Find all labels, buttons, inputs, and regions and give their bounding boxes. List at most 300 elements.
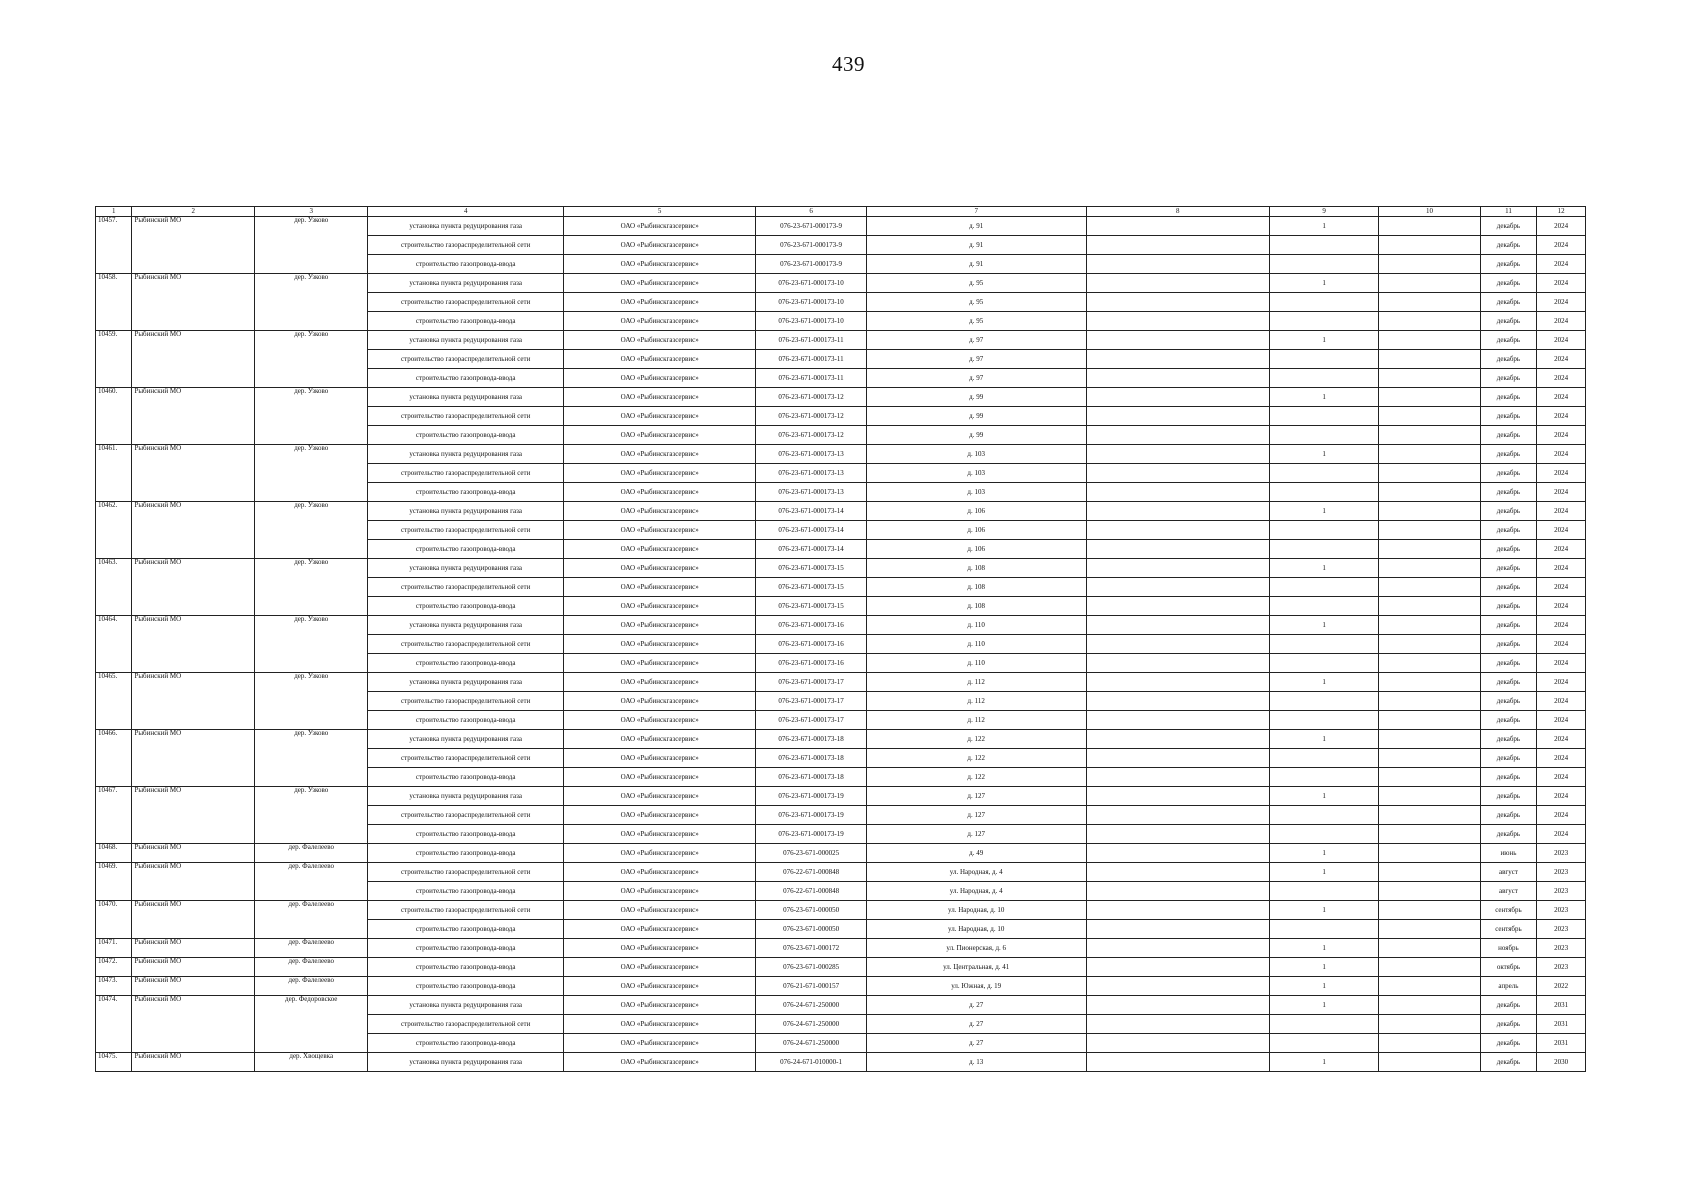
address-cell: д. 127 xyxy=(866,787,1086,806)
work-type-cell: установка пункта редуцирования газа xyxy=(368,730,563,749)
column-8-cell xyxy=(1086,331,1269,350)
municipality-cell: Рыбинский МО xyxy=(132,787,255,844)
organization-cell: ОАО «Рыбинскгазсервис» xyxy=(563,806,755,825)
address-cell: д. 91 xyxy=(866,255,1086,274)
column-8-cell xyxy=(1086,274,1269,293)
column-10-cell xyxy=(1379,749,1480,768)
work-type-cell: строительство газопровода-ввода xyxy=(368,844,563,863)
work-type-cell: строительство газораспределительной сети xyxy=(368,407,563,426)
table-row xyxy=(96,217,1586,236)
work-type-cell: строительство газопровода-ввода xyxy=(368,597,563,616)
address-cell: д. 91 xyxy=(866,236,1086,255)
work-type-cell: строительство газопровода-ввода xyxy=(368,654,563,673)
work-type-cell: установка пункта редуцирования газа xyxy=(368,996,563,1015)
work-type-cell: строительство газопровода-ввода xyxy=(368,483,563,502)
year-cell: 2024 xyxy=(1537,768,1586,787)
month-cell: апрель xyxy=(1480,977,1537,996)
locality-cell: дер. Хвощевка xyxy=(255,1053,368,1072)
column-8-cell xyxy=(1086,882,1269,901)
column-10-cell xyxy=(1379,1015,1480,1034)
address-cell: д. 49 xyxy=(866,844,1086,863)
object-code-cell: 076-23-671-000173-17 xyxy=(756,711,866,730)
gasification-schedule-table xyxy=(95,206,1586,1072)
column-8-cell xyxy=(1086,996,1269,1015)
column-8-cell xyxy=(1086,711,1269,730)
municipality-cell: Рыбинский МО xyxy=(132,977,255,996)
column-8-cell xyxy=(1086,255,1269,274)
column-9-cell xyxy=(1269,654,1378,673)
municipality-cell: Рыбинский МО xyxy=(132,939,255,958)
work-type-cell: строительство газораспределительной сети xyxy=(368,863,563,882)
organization-cell: ОАО «Рыбинскгазсервис» xyxy=(563,768,755,787)
month-cell: декабрь xyxy=(1480,578,1537,597)
month-cell: август xyxy=(1480,863,1537,882)
entry-number: 10475. xyxy=(96,1053,132,1072)
entry-number: 10472. xyxy=(96,958,132,977)
column-10-cell xyxy=(1379,920,1480,939)
year-cell: 2024 xyxy=(1537,426,1586,445)
column-9-cell xyxy=(1269,749,1378,768)
municipality-cell: Рыбинский МО xyxy=(132,1053,255,1072)
organization-cell: ОАО «Рыбинскгазсервис» xyxy=(563,1053,755,1072)
column-9-cell: 1 xyxy=(1269,787,1378,806)
year-cell: 2024 xyxy=(1537,407,1586,426)
address-cell: д. 103 xyxy=(866,483,1086,502)
column-10-cell xyxy=(1379,730,1480,749)
table-row xyxy=(96,730,1586,749)
column-10-cell xyxy=(1379,274,1480,293)
column-8-cell xyxy=(1086,407,1269,426)
month-cell: декабрь xyxy=(1480,673,1537,692)
column-9-cell xyxy=(1269,350,1378,369)
work-type-cell: строительство газопровода-ввода xyxy=(368,825,563,844)
organization-cell: ОАО «Рыбинскгазсервис» xyxy=(563,787,755,806)
month-cell: август xyxy=(1480,882,1537,901)
work-type-cell: строительство газораспределительной сети xyxy=(368,901,563,920)
column-header: 6 xyxy=(756,207,866,217)
entry-number: 10471. xyxy=(96,939,132,958)
object-code-cell: 076-23-671-000050 xyxy=(756,920,866,939)
column-8-cell xyxy=(1086,787,1269,806)
column-10-cell xyxy=(1379,996,1480,1015)
month-cell: декабрь xyxy=(1480,711,1537,730)
organization-cell: ОАО «Рыбинскгазсервис» xyxy=(563,882,755,901)
object-code-cell: 076-23-671-000173-17 xyxy=(756,673,866,692)
column-9-cell: 1 xyxy=(1269,901,1378,920)
month-cell: декабрь xyxy=(1480,502,1537,521)
column-8-cell xyxy=(1086,483,1269,502)
column-10-cell xyxy=(1379,673,1480,692)
month-cell: декабрь xyxy=(1480,559,1537,578)
locality-cell: дер. Узково xyxy=(255,787,368,844)
locality-cell: дер. Фалелеево xyxy=(255,844,368,863)
month-cell: декабрь xyxy=(1480,787,1537,806)
year-cell: 2024 xyxy=(1537,274,1586,293)
object-code-cell: 076-23-671-000173-13 xyxy=(756,445,866,464)
object-code-cell: 076-23-671-000173-19 xyxy=(756,787,866,806)
column-10-cell xyxy=(1379,312,1480,331)
municipality-cell: Рыбинский МО xyxy=(132,331,255,388)
month-cell: декабрь xyxy=(1480,426,1537,445)
column-8-cell xyxy=(1086,236,1269,255)
month-cell: декабрь xyxy=(1480,635,1537,654)
entry-number: 10463. xyxy=(96,559,132,616)
organization-cell: ОАО «Рыбинскгазсервис» xyxy=(563,597,755,616)
column-10-cell xyxy=(1379,331,1480,350)
column-header: 8 xyxy=(1086,207,1269,217)
organization-cell: ОАО «Рыбинскгазсервис» xyxy=(563,996,755,1015)
year-cell: 2023 xyxy=(1537,882,1586,901)
month-cell: декабрь xyxy=(1480,597,1537,616)
year-cell: 2022 xyxy=(1537,977,1586,996)
locality-cell: дер. Фалелеево xyxy=(255,958,368,977)
month-cell: октябрь xyxy=(1480,958,1537,977)
municipality-cell: Рыбинский МО xyxy=(132,863,255,901)
object-code-cell: 076-23-671-000173-19 xyxy=(756,825,866,844)
organization-cell: ОАО «Рыбинскгазсервис» xyxy=(563,388,755,407)
column-9-cell: 1 xyxy=(1269,844,1378,863)
year-cell: 2024 xyxy=(1537,521,1586,540)
year-cell: 2024 xyxy=(1537,369,1586,388)
entry-number: 10474. xyxy=(96,996,132,1053)
address-cell: д. 97 xyxy=(866,369,1086,388)
organization-cell: ОАО «Рыбинскгазсервис» xyxy=(563,350,755,369)
organization-cell: ОАО «Рыбинскгазсервис» xyxy=(563,331,755,350)
table-row xyxy=(96,901,1586,920)
organization-cell: ОАО «Рыбинскгазсервис» xyxy=(563,445,755,464)
column-9-cell: 1 xyxy=(1269,502,1378,521)
work-type-cell: установка пункта редуцирования газа xyxy=(368,274,563,293)
column-8-cell xyxy=(1086,977,1269,996)
column-9-cell xyxy=(1269,293,1378,312)
column-9-cell: 1 xyxy=(1269,996,1378,1015)
organization-cell: ОАО «Рыбинскгазсервис» xyxy=(563,920,755,939)
address-cell: д. 103 xyxy=(866,445,1086,464)
work-type-cell: строительство газопровода-ввода xyxy=(368,312,563,331)
table-body xyxy=(96,217,1586,1072)
work-type-cell: установка пункта редуцирования газа xyxy=(368,502,563,521)
column-9-cell: 1 xyxy=(1269,958,1378,977)
municipality-cell: Рыбинский МО xyxy=(132,502,255,559)
address-cell: д. 122 xyxy=(866,730,1086,749)
work-type-cell: строительство газораспределительной сети xyxy=(368,521,563,540)
year-cell: 2024 xyxy=(1537,711,1586,730)
work-type-cell: установка пункта редуцирования газа xyxy=(368,445,563,464)
work-type-cell: строительство газопровода-ввода xyxy=(368,768,563,787)
column-8-cell xyxy=(1086,578,1269,597)
year-cell: 2023 xyxy=(1537,863,1586,882)
column-10-cell xyxy=(1379,787,1480,806)
object-code-cell: 076-23-671-000173-12 xyxy=(756,426,866,445)
work-type-cell: строительство газораспределительной сети xyxy=(368,806,563,825)
entry-number: 10468. xyxy=(96,844,132,863)
column-10-cell xyxy=(1379,825,1480,844)
column-9-cell xyxy=(1269,407,1378,426)
entry-number: 10462. xyxy=(96,502,132,559)
municipality-cell: Рыбинский МО xyxy=(132,616,255,673)
table-row xyxy=(96,616,1586,635)
address-cell: ул. Центральная, д. 41 xyxy=(866,958,1086,977)
column-header: 4 xyxy=(368,207,563,217)
organization-cell: ОАО «Рыбинскгазсервис» xyxy=(563,578,755,597)
month-cell: декабрь xyxy=(1480,388,1537,407)
address-cell: д. 27 xyxy=(866,1034,1086,1053)
column-header: 10 xyxy=(1379,207,1480,217)
object-code-cell: 076-23-671-000173-15 xyxy=(756,597,866,616)
column-header: 2 xyxy=(132,207,255,217)
organization-cell: ОАО «Рыбинскгазсервис» xyxy=(563,312,755,331)
year-cell: 2024 xyxy=(1537,255,1586,274)
address-cell: д. 108 xyxy=(866,597,1086,616)
organization-cell: ОАО «Рыбинскгазсервис» xyxy=(563,559,755,578)
column-8-cell xyxy=(1086,426,1269,445)
column-9-cell: 1 xyxy=(1269,863,1378,882)
work-type-cell: строительство газораспределительной сети xyxy=(368,350,563,369)
object-code-cell: 076-21-671-000157 xyxy=(756,977,866,996)
work-type-cell: строительство газораспределительной сети xyxy=(368,293,563,312)
address-cell: д. 13 xyxy=(866,1053,1086,1072)
entry-number: 10464. xyxy=(96,616,132,673)
municipality-cell: Рыбинский МО xyxy=(132,274,255,331)
object-code-cell: 076-23-671-000173-10 xyxy=(756,312,866,331)
organization-cell: ОАО «Рыбинскгазсервис» xyxy=(563,825,755,844)
column-9-cell xyxy=(1269,711,1378,730)
work-type-cell: строительство газораспределительной сети xyxy=(368,692,563,711)
year-cell: 2024 xyxy=(1537,350,1586,369)
column-10-cell xyxy=(1379,882,1480,901)
year-cell: 2031 xyxy=(1537,1034,1586,1053)
address-cell: д. 103 xyxy=(866,464,1086,483)
column-8-cell xyxy=(1086,445,1269,464)
work-type-cell: строительство газопровода-ввода xyxy=(368,711,563,730)
object-code-cell: 076-23-671-000173-15 xyxy=(756,559,866,578)
locality-cell: дер. Узково xyxy=(255,730,368,787)
month-cell: декабрь xyxy=(1480,1034,1537,1053)
column-8-cell xyxy=(1086,692,1269,711)
month-cell: декабрь xyxy=(1480,274,1537,293)
address-cell: д. 122 xyxy=(866,768,1086,787)
year-cell: 2024 xyxy=(1537,293,1586,312)
table-row xyxy=(96,939,1586,958)
table-row xyxy=(96,1053,1586,1072)
object-code-cell: 076-23-671-000173-18 xyxy=(756,730,866,749)
column-9-cell xyxy=(1269,312,1378,331)
column-header: 1 xyxy=(96,207,132,217)
organization-cell: ОАО «Рыбинскгазсервис» xyxy=(563,692,755,711)
object-code-cell: 076-23-671-000173-9 xyxy=(756,236,866,255)
object-code-cell: 076-23-671-000173-13 xyxy=(756,483,866,502)
organization-cell: ОАО «Рыбинскгазсервис» xyxy=(563,369,755,388)
organization-cell: ОАО «Рыбинскгазсервис» xyxy=(563,407,755,426)
month-cell: декабрь xyxy=(1480,236,1537,255)
column-10-cell xyxy=(1379,407,1480,426)
object-code-cell: 076-23-671-000173-12 xyxy=(756,388,866,407)
object-code-cell: 076-23-671-000173-14 xyxy=(756,502,866,521)
address-cell: ул. Народная, д. 4 xyxy=(866,863,1086,882)
month-cell: декабрь xyxy=(1480,293,1537,312)
month-cell: сентябрь xyxy=(1480,920,1537,939)
organization-cell: ОАО «Рыбинскгазсервис» xyxy=(563,274,755,293)
organization-cell: ОАО «Рыбинскгазсервис» xyxy=(563,293,755,312)
object-code-cell: 076-23-671-000173-16 xyxy=(756,616,866,635)
object-code-cell: 076-23-671-000172 xyxy=(756,939,866,958)
work-type-cell: строительство газопровода-ввода xyxy=(368,977,563,996)
municipality-cell: Рыбинский МО xyxy=(132,844,255,863)
column-header: 12 xyxy=(1537,207,1586,217)
object-code-cell: 076-23-671-000173-14 xyxy=(756,521,866,540)
column-10-cell xyxy=(1379,350,1480,369)
column-8-cell xyxy=(1086,597,1269,616)
column-9-cell: 1 xyxy=(1269,939,1378,958)
column-9-cell xyxy=(1269,1015,1378,1034)
object-code-cell: 076-23-671-000173-16 xyxy=(756,635,866,654)
column-10-cell xyxy=(1379,464,1480,483)
organization-cell: ОАО «Рыбинскгазсервис» xyxy=(563,673,755,692)
column-10-cell xyxy=(1379,217,1480,236)
object-code-cell: 076-23-671-000173-15 xyxy=(756,578,866,597)
column-9-cell xyxy=(1269,369,1378,388)
work-type-cell: строительство газопровода-ввода xyxy=(368,939,563,958)
table-row xyxy=(96,996,1586,1015)
organization-cell: ОАО «Рыбинскгазсервис» xyxy=(563,749,755,768)
column-9-cell xyxy=(1269,692,1378,711)
work-type-cell: установка пункта редуцирования газа xyxy=(368,331,563,350)
column-number-row xyxy=(96,207,1586,217)
month-cell: декабрь xyxy=(1480,483,1537,502)
object-code-cell: 076-23-671-000173-9 xyxy=(756,217,866,236)
month-cell: декабрь xyxy=(1480,540,1537,559)
month-cell: декабрь xyxy=(1480,407,1537,426)
entry-number: 10469. xyxy=(96,863,132,901)
column-10-cell xyxy=(1379,426,1480,445)
month-cell: декабрь xyxy=(1480,217,1537,236)
column-header: 7 xyxy=(866,207,1086,217)
column-9-cell xyxy=(1269,464,1378,483)
address-cell: д. 122 xyxy=(866,749,1086,768)
object-code-cell: 076-22-671-000848 xyxy=(756,882,866,901)
month-cell: июнь xyxy=(1480,844,1537,863)
organization-cell: ОАО «Рыбинскгазсервис» xyxy=(563,426,755,445)
organization-cell: ОАО «Рыбинскгазсервис» xyxy=(563,939,755,958)
municipality-cell: Рыбинский МО xyxy=(132,388,255,445)
column-8-cell xyxy=(1086,939,1269,958)
municipality-cell: Рыбинский МО xyxy=(132,730,255,787)
month-cell: декабрь xyxy=(1480,692,1537,711)
address-cell: д. 110 xyxy=(866,654,1086,673)
year-cell: 2024 xyxy=(1537,464,1586,483)
month-cell: декабрь xyxy=(1480,350,1537,369)
column-10-cell xyxy=(1379,388,1480,407)
organization-cell: ОАО «Рыбинскгазсервис» xyxy=(563,616,755,635)
year-cell: 2023 xyxy=(1537,958,1586,977)
work-type-cell: строительство газораспределительной сети xyxy=(368,1015,563,1034)
work-type-cell: строительство газораспределительной сети xyxy=(368,635,563,654)
locality-cell: дер. Фалелеево xyxy=(255,901,368,939)
column-10-cell xyxy=(1379,844,1480,863)
column-8-cell xyxy=(1086,806,1269,825)
year-cell: 2023 xyxy=(1537,844,1586,863)
month-cell: декабрь xyxy=(1480,616,1537,635)
column-10-cell xyxy=(1379,559,1480,578)
column-header: 5 xyxy=(563,207,755,217)
work-type-cell: установка пункта редуцирования газа xyxy=(368,1053,563,1072)
table-row xyxy=(96,388,1586,407)
month-cell: декабрь xyxy=(1480,521,1537,540)
year-cell: 2024 xyxy=(1537,312,1586,331)
year-cell: 2024 xyxy=(1537,673,1586,692)
object-code-cell: 076-23-671-000173-17 xyxy=(756,692,866,711)
address-cell: ул. Народная, д. 4 xyxy=(866,882,1086,901)
object-code-cell: 076-23-671-000173-13 xyxy=(756,464,866,483)
column-10-cell xyxy=(1379,445,1480,464)
address-cell: д. 27 xyxy=(866,1015,1086,1034)
column-10-cell xyxy=(1379,616,1480,635)
table-row xyxy=(96,844,1586,863)
column-8-cell xyxy=(1086,958,1269,977)
work-type-cell: строительство газораспределительной сети xyxy=(368,578,563,597)
month-cell: декабрь xyxy=(1480,464,1537,483)
organization-cell: ОАО «Рыбинскгазсервис» xyxy=(563,540,755,559)
column-8-cell xyxy=(1086,521,1269,540)
table-row xyxy=(96,863,1586,882)
address-cell: д. 112 xyxy=(866,711,1086,730)
entry-number: 10465. xyxy=(96,673,132,730)
column-9-cell: 1 xyxy=(1269,559,1378,578)
entry-number: 10460. xyxy=(96,388,132,445)
column-9-cell xyxy=(1269,483,1378,502)
year-cell: 2024 xyxy=(1537,787,1586,806)
object-code-cell: 076-23-671-000173-11 xyxy=(756,350,866,369)
municipality-cell: Рыбинский МО xyxy=(132,996,255,1053)
column-8-cell xyxy=(1086,654,1269,673)
column-9-cell: 1 xyxy=(1269,388,1378,407)
work-type-cell: установка пункта редуцирования газа xyxy=(368,616,563,635)
object-code-cell: 076-24-671-010000-1 xyxy=(756,1053,866,1072)
column-8-cell xyxy=(1086,293,1269,312)
year-cell: 2024 xyxy=(1537,597,1586,616)
locality-cell: дер. Узково xyxy=(255,445,368,502)
column-8-cell xyxy=(1086,863,1269,882)
work-type-cell: установка пункта редуцирования газа xyxy=(368,217,563,236)
year-cell: 2024 xyxy=(1537,502,1586,521)
month-cell: декабрь xyxy=(1480,312,1537,331)
organization-cell: ОАО «Рыбинскгазсервис» xyxy=(563,844,755,863)
organization-cell: ОАО «Рыбинскгазсервис» xyxy=(563,1034,755,1053)
column-8-cell xyxy=(1086,768,1269,787)
month-cell: ноябрь xyxy=(1480,939,1537,958)
column-10-cell xyxy=(1379,369,1480,388)
organization-cell: ОАО «Рыбинскгазсервис» xyxy=(563,977,755,996)
object-code-cell: 076-23-671-000173-9 xyxy=(756,255,866,274)
month-cell: декабрь xyxy=(1480,255,1537,274)
organization-cell: ОАО «Рыбинскгазсервис» xyxy=(563,1015,755,1034)
page-number: 439 xyxy=(832,52,865,76)
locality-cell: дер. Узково xyxy=(255,502,368,559)
column-8-cell xyxy=(1086,730,1269,749)
municipality-cell: Рыбинский МО xyxy=(132,445,255,502)
table-row xyxy=(96,559,1586,578)
year-cell: 2024 xyxy=(1537,540,1586,559)
work-type-cell: установка пункта редуцирования газа xyxy=(368,388,563,407)
column-9-cell: 1 xyxy=(1269,1053,1378,1072)
organization-cell: ОАО «Рыбинскгазсервис» xyxy=(563,635,755,654)
column-10-cell xyxy=(1379,901,1480,920)
column-9-cell xyxy=(1269,920,1378,939)
organization-cell: ОАО «Рыбинскгазсервис» xyxy=(563,236,755,255)
entry-number: 10457. xyxy=(96,217,132,274)
year-cell: 2024 xyxy=(1537,578,1586,597)
table-row xyxy=(96,787,1586,806)
